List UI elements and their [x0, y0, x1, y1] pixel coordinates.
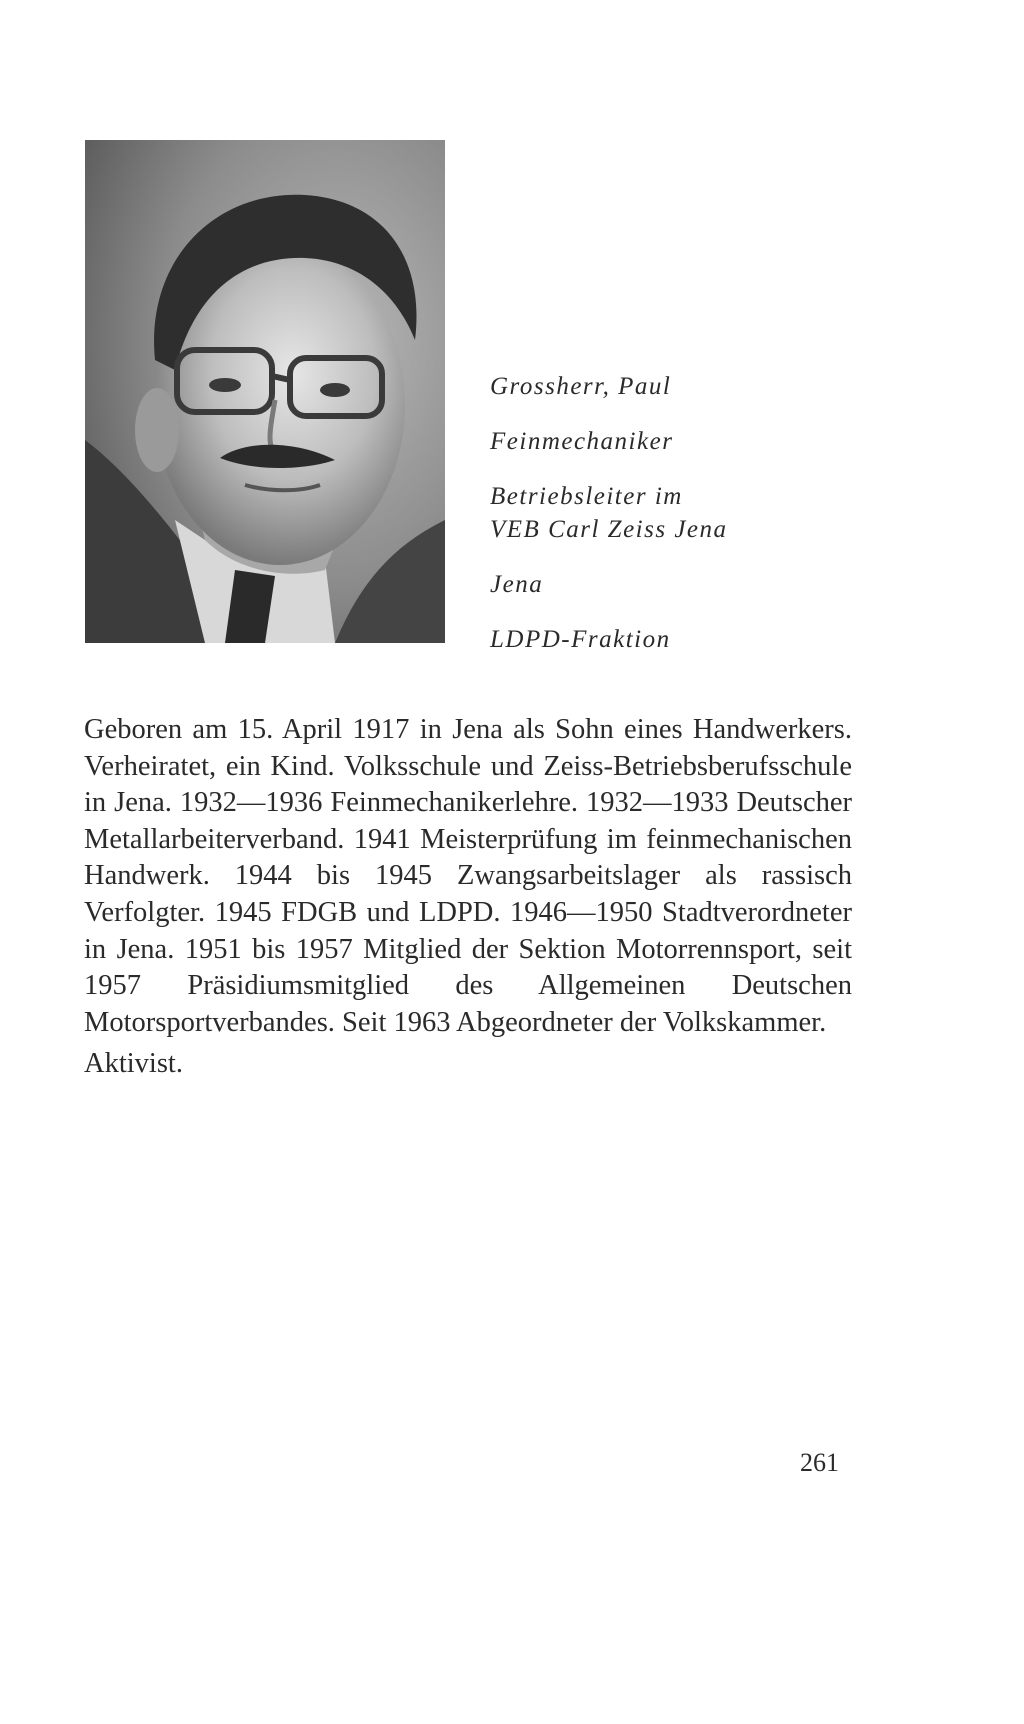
person-profession: Feinmechaniker: [490, 428, 674, 455]
person-faction: LDPD-Fraktion: [490, 626, 671, 653]
portrait-illustration: [85, 140, 445, 643]
honor-text: Aktivist.: [84, 1048, 183, 1079]
person-name: Grossherr, Paul: [490, 373, 672, 400]
biography-text: Geboren am 15. April 1917 in Jena als Sohn eines Handwerkers. Verheiratet, ein Kind. Volksschule und Zeiss-Betriebsberufsschule in Jena. 1932—1936 Feinmechanikerlehre. 1932—1933 Deutscher Metallarbeiterverband. 1941 Meisterprüfung im feinmechanischen Handwerk. 1944 bis 1945 Zwangsarbeitslager als rassisch Verfolgter. 1945 FDGB und LDPD. 1946—1950 Stadtverordneter in Jena. 1951 bis 1957 Mitglied der Sektion Motorrennsport, seit 1957 Präsidiumsmitglied des Allgemeinen Deutschen Motorsportverbandes. Seit 1963 Abgeordneter der Volkskammer.: [84, 714, 852, 1038]
person-position: Betriebsleiter im VEB Carl Zeiss Jena: [490, 483, 728, 543]
page-number: 261: [800, 1448, 839, 1477]
portrait-photo: [85, 140, 445, 643]
person-residence: Jena: [490, 571, 544, 598]
person-caption: [490, 370, 950, 678]
